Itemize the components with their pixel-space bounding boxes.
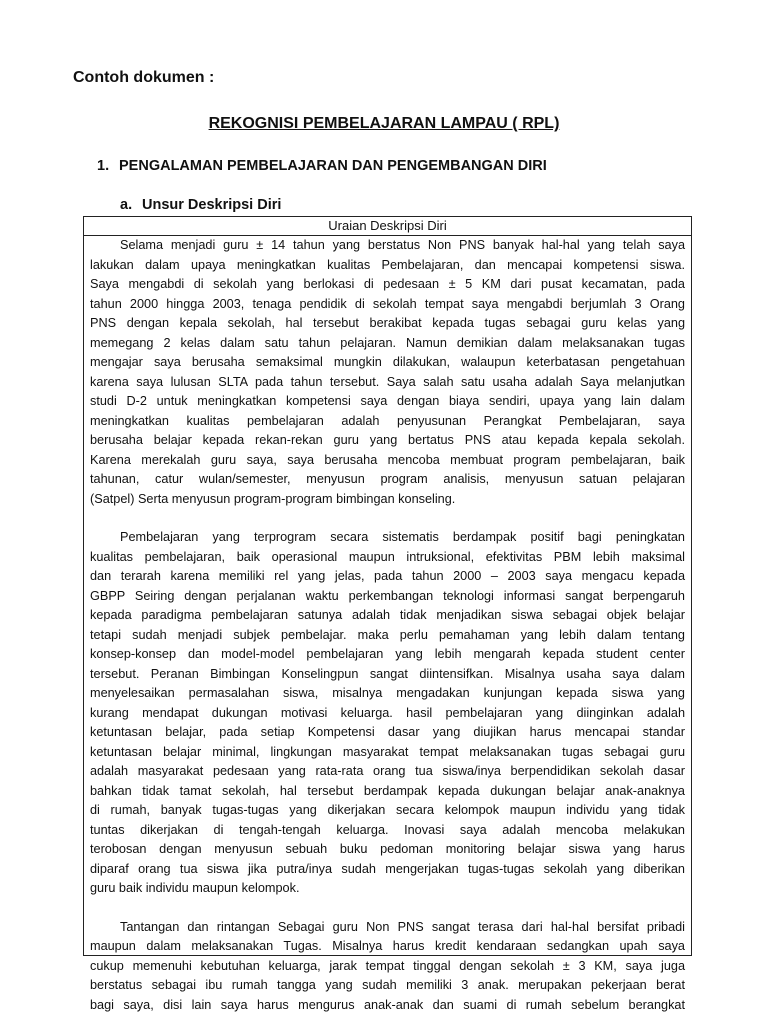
table-header: Uraian Deskripsi Diri [84,217,691,236]
paragraph-line: guru baik individu maupun kelompok. [90,881,300,895]
section-label: PENGALAMAN PEMBELAJARAN DAN PENGEMBANGAN DIRI [119,158,547,174]
paragraph-line: menyelesaikan permasalahan siswa, misalnya mengadakan kunjungan kepada siswa yang [90,686,685,700]
paragraph-gap [90,899,685,918]
paragraph-line: tahun 2000 hingga 2003, tenaga pendidik di sekolah tempat saya mengabdi berjumlah 3 Orang [90,296,685,311]
paragraph-line: cukup memenuhi kebutuhan keluarga, jarak tempat tinggal dengan sekolah ± 3 KM, saya juga [90,958,685,973]
paragraph-line: Karena merekalah guru saya, saya berusaha mencoba membuat program pembelajaran, baik [90,452,685,467]
paragraph-line: tuntas dikerjakan di tengah-tengah keluarga. Inovasi saya adalah mencoba melakukan [90,822,685,837]
document-heading: Contoh dokumen : [73,69,215,86]
paragraph-line: meningkatkan kualitas pembelajaran adalah penyusunan Perangkat Pembelajaran, saya [90,413,685,428]
subsection-label: Unsur Deskripsi Diri [142,197,282,213]
paragraph [90,236,685,509]
paragraph-line: berstatus sebagai ibu rumah tangga yang sudah memiliki 3 anak. merupakan pekerjaan berat [90,978,685,992]
paragraph-line: bahkan tidak tamat sekolah, hal tersebut berdampak kepada dukungan belajar anak-anaknya [90,783,685,798]
paragraph-line: tersebut. Peranan Bimbingan Konselingpun sangat diintensifkan. Misalnya usaha saya dalam [90,666,685,681]
subsection-number: a. [120,197,133,213]
section-number: 1. [97,158,110,174]
paragraph-line: kurang mendapat dukungan motivasi keluarga. hasil pembelajaran yang diinginkan adalah [90,705,685,720]
paragraph-line: karena saya lulusan SLTA pada tahun tersebut. Saya salah satu usaha adalah Saya melanjutkan [90,374,685,389]
paragraph-line: Saya mengabdi di sekolah yang berlokasi di pedesaan ± 5 KM dari pusat kecamatan, pada [90,277,685,291]
paragraph-line: di rumah, banyak tugas-tugas yang dikerjakan secara kelompok maupun individu yang tidak [90,803,685,817]
paragraph [90,528,685,899]
paragraph-line: (Satpel) Serta menyusun program-program bimbingan konseling. [90,491,456,506]
paragraph-gap [90,509,685,528]
subsection-heading [120,197,281,213]
paragraph-line: maupun dalam melaksanakan Tugas. Misalnya harus kredit kendaraan sedangkan upah saya [90,939,685,953]
paragraph-line: adalah masyarakat pedesaan yang rata-rata orang tua siswa/inya berpendidikan sekolah dasar [90,764,685,778]
paragraph-line: mengajar saya berusaha semaksimal mungkin dilakukan, walaupun keterbatasan pengetahuan [90,355,685,369]
document-title: REKOGNISI PEMBELAJARAN LAMPAU ( RPL) [208,115,560,132]
paragraph-line: ketuntasan belajar, pada setiap Kompetensi dasar yang diujikan harus mencapai standar [90,725,685,739]
paragraph-line: tahunan, catur wulan/semester, menyusun program analisis, menyusun satuan pelajaran [90,472,685,486]
paragraph-line: berusaha belajar kepada rekan-rekan guru yang bertatus PNS atau kepada kepala sekolah. [90,433,685,447]
paragraph-line: studi D-2 untuk meningkatkan kompetensi saya dengan biaya sendiri, upaya yang lain dalam [90,394,685,408]
paragraph-line: diparaf orang tua siswa jika putra/inya sudah mengerjakan tugas-tugas sekolah yang diberikan [90,861,685,876]
paragraph-line: ketuntasan belajar minimal, lingkungan masyarakat tempat melaksanakan tugas sebagai guru [90,744,685,759]
paragraph-line: bagi saya, disi lain saya harus mengurus anak-anak dan suami di rumah sebelum berangkat [90,997,685,1012]
paragraph-line: konsep-konsep dan model-model pembelajaran yang lebih mengarah kepada student center [90,647,685,661]
paragraph-line: Selama menjadi guru ± 14 tahun yang berstatus Non PNS banyak hal-hal yang telah saya [120,238,685,252]
paragraph-line: Tantangan dan rintangan Sebagai guru Non PNS sangat terasa dari hal-hal bersifat pribadi [120,919,685,934]
paragraph-line: kepada paradigma pembelajaran satunya adalah tidak menjadikan siswa sebagai objek belajar [90,608,685,622]
paragraph-line: Pembelajaran yang terprogram secara sistematis berdampak positif bagi peningkatan [120,530,685,544]
paragraph-line: dan terarah karena memiliki rel yang jelas, pada tahun 2000 – 2003 saya mengacu kepada [90,569,685,583]
paragraph-line: GBPP Seiring dengan perjalanan waktu perkembangan teknologi informasi sangat berpengaruh [90,588,685,603]
section-heading [97,158,547,174]
description-table [83,216,692,1012]
paragraph-line: memegang 2 kelas dalam satu tahun pelajaran. Namun demikian dalam melaksanakan tugas [90,335,685,350]
table-body [84,236,691,1015]
paragraph-line: PNS dengan kepala sekolah, hal tersebut berakibat kepada tugas sebagai guru kelas yang [90,316,685,330]
paragraph-line: kualitas pembelajaran, baik operasional maupun intruksional, efektivitas PBM lebih maksimal [90,549,685,564]
paragraph-line: lakukan dalam upaya meningkatkan kualitas Pembelajaran, dan mencapai kompetensi siswa. [90,257,685,272]
paragraph-line: tetapi sudah menjadi subjek pembelajar. maka perlu pemahaman yang lebih dalam tentang [90,627,685,642]
paragraph [90,918,685,1016]
paragraph-line: terobosan dengan menyusun sebuah buku pedoman monitoring belajar siswa yang harus [90,842,685,856]
